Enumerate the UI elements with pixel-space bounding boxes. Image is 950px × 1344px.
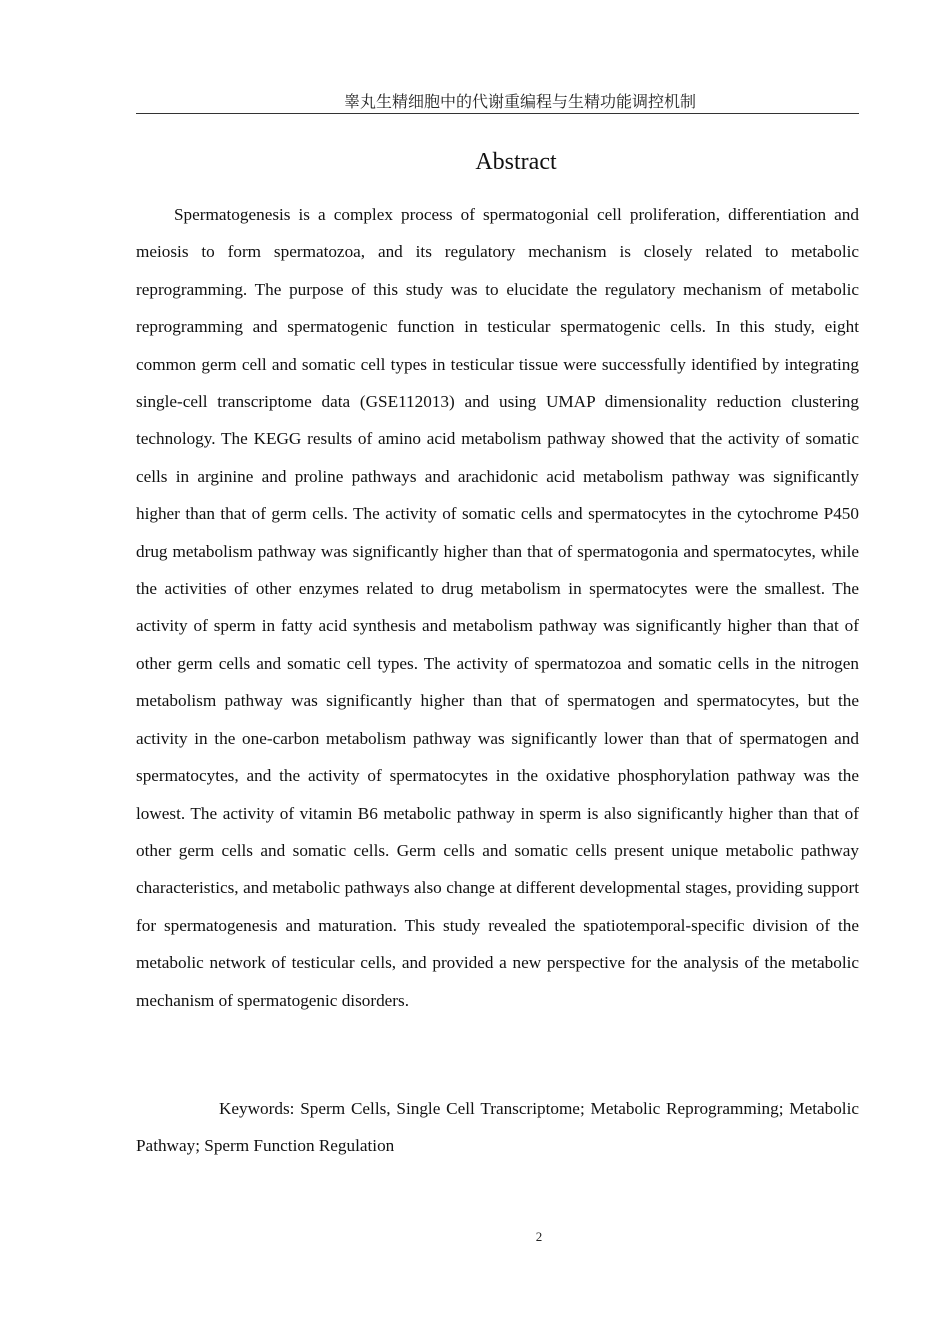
page-header xyxy=(136,92,859,114)
running-title: 睾丸生精细胞中的代谢重编程与生精功能调控机制 xyxy=(343,92,696,111)
abstract-title: Abstract xyxy=(475,149,557,175)
abstract-body: Spermatogenesis is a complex process of spermatogonial cell proliferation, differentiation and meiosis to form spermatozoa, and its regulatory mechanism is closely related to metabolic reprogramming. The purpose of this study was to elucidate the regulatory mechanism of metabolic reprogramming and spermatogenic function in testicular spermatogenic cells. In this study, eight common germ cell and somatic cell types in testicular tissue were successfully identified by integrating single-cell transcriptome data (GSE112013) and using UMAP dimensionality reduction clustering technology. The KEGG results of amino acid metabolism pathway showed that the activity of somatic cells in arginine and proline pathways and arachidonic acid metabolism pathway was significantly higher than that of germ cells. The activity of somatic cells and spermatocytes in the cytochrome P450 drug metabolism pathway was significantly higher than that of spermatogonia and spermatocytes, while the activities of other enzymes related to drug metabolism in spermatocytes were the smallest. The activity of sperm in fatty acid synthesis and metabolism pathway was significantly higher than that of other germ cells and somatic cell types. The activity of spermatozoa and somatic cells in the nitrogen metabolism pathway was significantly higher than that of spermatogen and spermatocytes, but the activity in the one-carbon metabolism pathway was significantly lower than that of spermatogen and spermatocytes, and the activity of spermatocytes in the oxidative phosphorylation pathway was the lowest. The activity of vitamin B6 metabolic pathway in sperm is also significantly higher than that of other germ cells and somatic cells. Germ cells and somatic cells present unique metabolic pathway characteristics, and metabolic pathways also change at different developmental stages, providing support for spermatogenesis and maturation. This study revealed the spatiotemporal-specific division of the metabolic network of testicular cells, and provided a new perspective for the analysis of the metabolic mechanism of spermatogenic disorders. xyxy=(136,205,859,1010)
keywords-paragraph: Keywords: Sperm Cells, Single Cell Transcriptome; Metabolic Reprogramming; Metabolic Pathway; Sperm Function Regulation xyxy=(136,1099,859,1156)
page-number: 2 xyxy=(535,1229,543,1244)
